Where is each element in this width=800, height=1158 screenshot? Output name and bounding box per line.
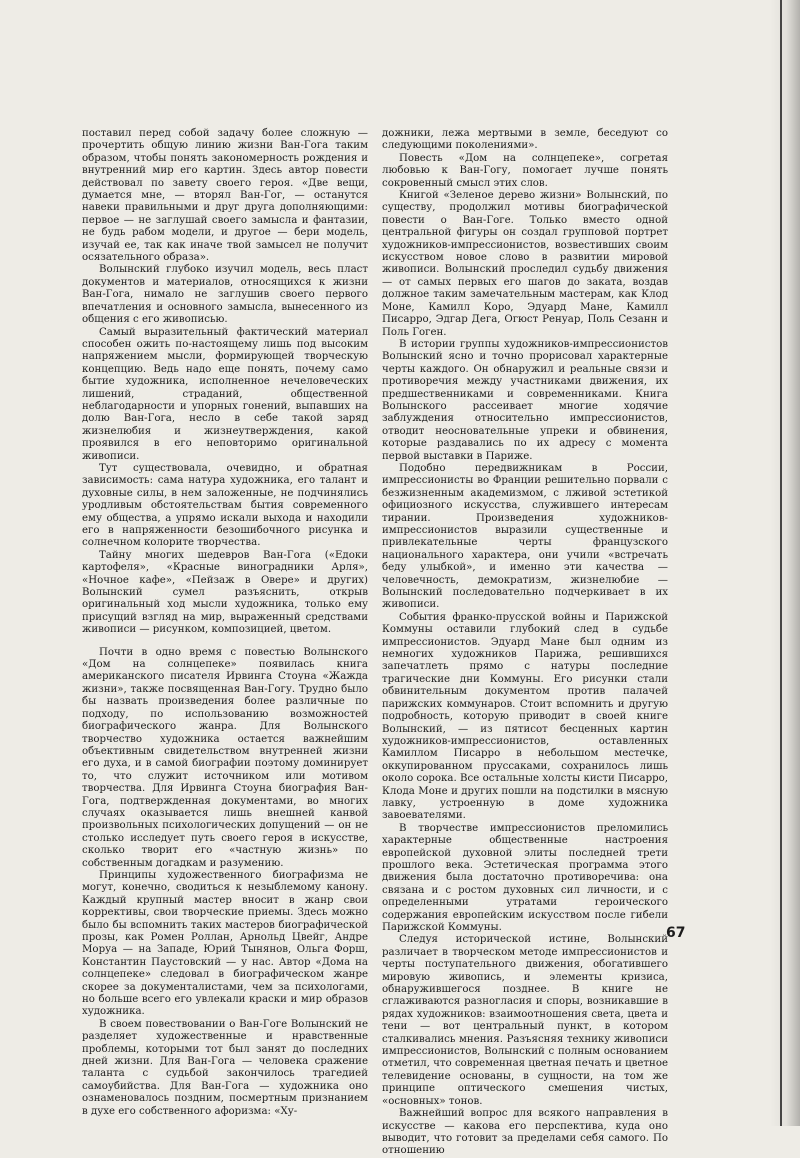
paragraph: В своем повествовании о Ван-Гоге Волынский не разделяет художественные и нравственные проблемы, которыми тот был занят до последних дней жизни. Для Ван-Гога — человека сражение таланта с судьбой закончилось трагедией самоубийства. Для Ван-Гога — художника оно ознаменовалось поздним, посмертным признанием в духе его собственного афоризма: «Ху-: [82, 1018, 368, 1117]
paragraph: Подобно передвижникам в России, импрессионисты во Франции решительно порвали с безжизненным академизмом, с лживой эстетикой официозного искусства, служившего интересам тирании. Произведения художников-импрессионистов выразили существенные и привлекательные черты французского национального характера, они учили «встречать беду улыбкой», и именно эти качества — человечность, демократизм, жизнелюбие — Волынский последовательно подчеркивает в их живописи.: [382, 462, 668, 611]
paragraph: Самый выразительный фактический материал способен ожить по-настоящему лишь под высоким напряжением мысли, формирующей творческую концепцию. Ведь надо еще понять, почему само бытие художника, исполненное нечеловеческих лишений, страданий, общественной неблагодарности и упорных гонений, выпавших на долю Ван-Гога, несло в себе такой заряд жизнелюбия и жизнеутверждения, какой проявился в его неповторимо оригинальной живописи.: [82, 326, 368, 462]
paragraph: Книгой «Зеленое дерево жизни» Волынский, по существу, продолжил мотивы биографической повести о Ван-Гоге. Только вместо одной центральной фигуры он создал групповой портрет художников-импрессионистов, возвестивших своим искусством новое слово в развитии мировой живописи. Волынский проследил судьбу движения — от самых первых его шагов до заката, воздав должное таким замечательным мастерам, как Клод Моне, Камилл Коро, Эдуард Мане, Камилл Писарро, Эдгар Дега, Огюст Ренуар, Поль Сезанн и Поль Гоген.: [382, 190, 668, 338]
page-edge-line: [780, 0, 782, 1126]
paragraph: Почти в одно время с повестью Волынского «Дом на солнцепеке» появилась книга американского писателя Ирвинга Стоуна «Жажда жизни», также посвященная Ван-Гогу. Трудно было бы назвать произведения более различные по подходу, по использованию возможностей биографического жанра. Для Волынского творчество художника остается важнейшим объективным свидетельством внутренней жизни его духа, и в самой биографии поэтому доминирует то, что служит источником или мотивом творчества. Для Ирвинга Стоуна биография Ван-Гога, подтвержденная документами, во многих случаях оказывается лишь внешней канвой произвольных психологических допущений — он не столько исследует путь своего героя в искусстве, сколько творит его «частную жизнь» по собственным догадкам и разумению.: [82, 646, 368, 869]
paragraph: В творчестве импрессионистов преломились характерные общественные настроения европейской духовной элиты последней трети прошлого века. Эстетическая программа этого движения была достаточно противоречива: она связана и с ростом духовных сил личности, и с определенными утратами героического содержания европейским искусством после гибели Парижской Коммуны.: [382, 822, 668, 933]
paragraph: Волынский глубоко изучил модель, весь пласт документов и материалов, относящихся к жизни Ван-Гога, нимало не заглушив своего первого впечатления и основного замысла, вынесенного из общения с его живописью.: [82, 264, 368, 326]
paragraph: Тайну многих шедевров Ван-Гога («Едоки картофеля», «Красные виноградники Арля», «Ночное кафе», «Пейзаж в Овере» и других) Волынский сумел разъяснить, открыв оригинальный ход мысли художника, только ему присущий взгляд на мир, выраженный средствами живописи — рисунком, композицией, цветом.: [82, 549, 368, 636]
paragraph: Тут существовала, очевидно, и обратная зависимость: сама натура художника, его талант и духовные силы, в нем заложенные, не подчинялись уродливым обстоятельствам бытия современного ему общества, а упрямо искали выхода и находили его в напряженности безошибочного рисунка и солнечном колорите творчества.: [82, 462, 368, 549]
paragraph: дожники, лежа мертвыми в земле, беседуют со следующими поколениями».: [382, 128, 668, 152]
paragraph: В истории группы художников-импрессионистов Волынский ясно и точно прорисовал характерные черты каждого. Он обнаружил и реальные связи и противоречия между участниками движения, их предшественниками и современниками. Книга Волынского рассеивает многие ходячие заблуждения относительно импрессионистов, отводит неосновательные упреки и обвинения, которые раздавались по их адресу с момента первой выставки в Париже.: [382, 338, 668, 462]
paragraph: Важнейший вопрос для всякого направления в искусстве — какова его перспектива, куда оно выводит, что готовит за пределами себя самого. По отношению: [382, 1108, 668, 1157]
paragraph: поставил перед собой задачу более сложную — прочертить общую линию жизни Ван-Гога таким образом, чтобы понять закономерность рождения и внутренний мир его картин. Здесь автор повести действовал по завету своего героя. «Две вещи, думается мне, — вторял Ван-Гог, — останутся навеки правильными и друг друга дополняющими: первое — не заглушай своего замысла и фантазии, не будь рабом модели, и другое — бери модель, изучай ее, так как иначе твой замысел не получит осязательного образа».: [82, 128, 368, 264]
paragraph: События франко-прусской войны и Парижской Коммуны оставили глубокий след в судьбе импрессионистов. Эдуард Мане был одним из немногих художников Парижа, решившихся запечатлеть прямо с натуры последние трагические дни Коммуны. Его рисунки стали обвинительным документом против палачей парижских коммунаров. Стоит вспомнить и другую подробность, которую приводит в своей книге Волынский, — из пятисот бесценных картин художников-импрессионистов, оставленных Камиллом Писарро в небольшом местечке, оккупированном пруссаками, сохранилось лишь около сорока. Все остальные холсты кисти Писарро, Клода Моне и других пошли на подстилки в мясную лавку, устроенную в доме художника завоевателями.: [382, 611, 668, 822]
left-column: [82, 128, 368, 1118]
paragraph: Принципы художественного биографизма не могут, конечно, сводиться к незыблемому канону. Каждый крупный мастер вносит в жанр свои коррективы, свои творческие приемы. Здесь можно было бы вспомнить таких мастеров биографической прозы, как Ромен Роллан, Арнольд Цвейг, Андре Моруа — на Западе, Юрий Тынянов, Ольга Форш, Константин Паустовский — у нас. Автор «Дома на солнцепеке» следовал в биографическом жанре скорее за документалистами, чем за психологами, но больше всего его увлекали краски и мир образов художника.: [82, 869, 368, 1018]
paragraph: Повесть «Дом на солнцепеке», согретая любовью к Ван-Гогу, помогает лучше понять сокровенный смысл этих слов.: [382, 152, 668, 189]
right-column: [382, 128, 668, 1158]
paragraph: Следуя исторической истине, Волынский различает в творческом методе импрессионистов и черты поступательного движения, обогатившего мировую живопись, и элементы кризиса, обнаружившегося позднее. В книге не сглаживаются разногласия и споры, возникавшие в рядах художников: взаимоотношения света, цвета и тени — вот центральный пункт, в котором сталкивались мнения. Разъясняя технику живописи импрессионистов, Волынский с полным основанием отметил, что современная цветная печать и цветное телевидение основаны, в сущности, на том же принципе оптического смешения чистых, «основных» тонов.: [382, 934, 668, 1107]
page-edge-shadow: [770, 0, 800, 1126]
page-number: 67: [666, 925, 686, 941]
